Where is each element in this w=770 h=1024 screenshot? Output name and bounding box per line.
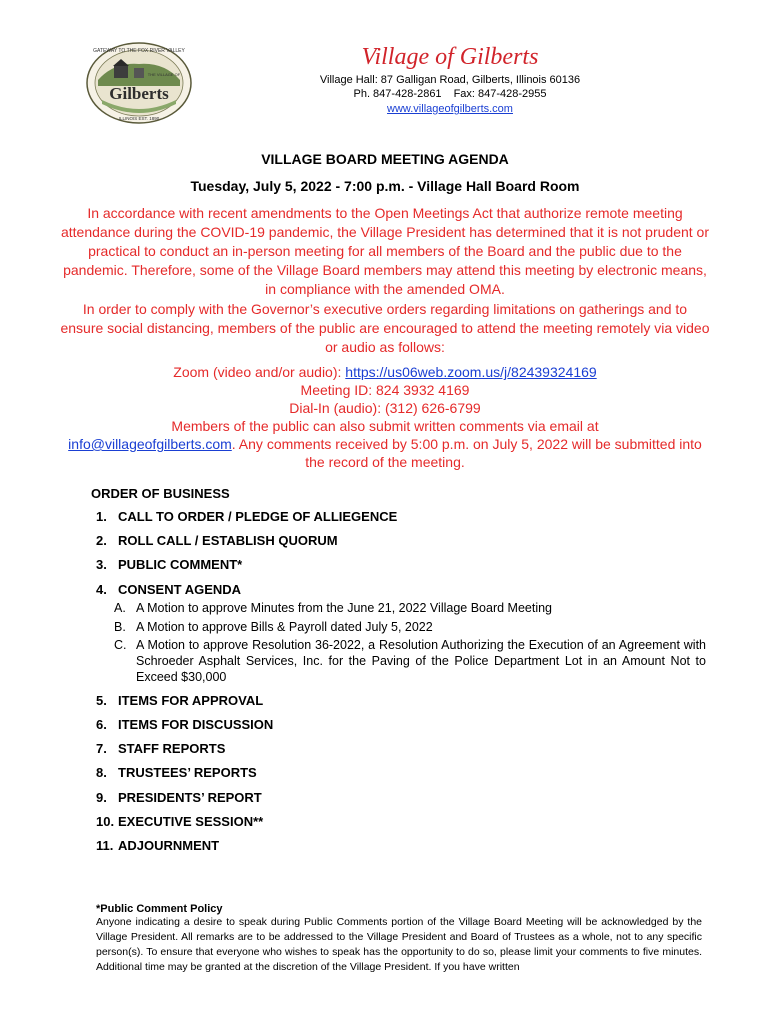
consent-text: A Motion to approve Minutes from the June 21, 2022 Village Board Meeting bbox=[136, 601, 552, 615]
item-number: 11. bbox=[96, 838, 114, 853]
agenda-item bbox=[96, 557, 242, 572]
item-number: 3. bbox=[96, 557, 107, 572]
item-number: 10. bbox=[96, 814, 115, 829]
written-comments-continued bbox=[60, 435, 710, 471]
item-number: 9. bbox=[96, 790, 107, 805]
consent-item bbox=[114, 619, 706, 635]
zoom-line bbox=[60, 363, 710, 381]
item-number: 8. bbox=[96, 765, 107, 780]
zoom-link[interactable]: https://us06web.zoom.us/j/82439324169 bbox=[345, 364, 597, 380]
zoom-label: Zoom (video and/or audio): bbox=[173, 364, 346, 380]
phone-number: Ph. 847-428-2861 bbox=[353, 88, 442, 100]
village-hall-address: Village Hall: 87 Galligan Road, Gilberts, Illinois 60136 bbox=[319, 74, 581, 86]
item-label: CALL TO ORDER / PLEDGE OF ALLIEGENCE bbox=[118, 509, 398, 524]
website-link[interactable]: www.villageofgilberts.com bbox=[387, 103, 513, 115]
agenda-item bbox=[96, 509, 397, 524]
item-number: 1. bbox=[96, 509, 107, 524]
meeting-date-line: Tuesday, July 5, 2022 - 7:00 p.m. - Village Hall Board Room bbox=[190, 178, 580, 194]
agenda-item bbox=[96, 814, 263, 829]
item-label: ITEMS FOR APPROVAL bbox=[118, 693, 264, 708]
item-number: 7. bbox=[96, 741, 107, 756]
public-comment-policy-text: Anyone indicating a desire to speak during Public Comments portion of the Village Board Meeting will be acknowledged by the Village President. All remarks are to be addressed to the Village President and Board of Trustees as a whole, not to any specific person(s). To ensure that everyone who wishes to speak has the opportunity to do so, please limit your comments to five minutes. Additional time may be granted at the discretion of the Village President. If you have written bbox=[96, 916, 702, 973]
item-number: 2. bbox=[96, 533, 107, 548]
village-name-heading: Village of Gilberts bbox=[361, 44, 539, 70]
consent-item bbox=[114, 637, 706, 685]
public-comment-policy-title: *Public Comment Policy bbox=[96, 903, 223, 915]
item-number: 5. bbox=[96, 693, 107, 708]
meeting-id: Meeting ID: 824 3932 4169 bbox=[300, 382, 470, 398]
consent-item bbox=[114, 600, 706, 616]
item-label: ADJOURNMENT bbox=[118, 838, 220, 853]
comments-deadline-text: . Any comments received by 5:00 p.m. on July 5, 2022 will be submitted into the record of the meeting. bbox=[231, 436, 702, 470]
item-label: PUBLIC COMMENT* bbox=[118, 557, 243, 572]
agenda-item bbox=[96, 693, 263, 708]
agenda-item bbox=[96, 838, 219, 853]
remote-meeting-notice: In accordance with recent amendments to the Open Meetings Act that authorize remote meeting attendance during the COVID-19 pandemic, the Village President has determined that it is not prudent or practical to conduct an in-person meeting for all members of the Board and the public due to the pandemic. Therefore, some of the Village Board members may attend this meeting by electronic means, in compliance with the amended OMA. bbox=[60, 205, 710, 297]
item-label: CONSENT AGENDA bbox=[118, 582, 242, 597]
agenda-item bbox=[96, 741, 225, 756]
email-link[interactable]: info@villageofgilberts.com bbox=[68, 436, 232, 452]
item-number: 6. bbox=[96, 717, 107, 732]
fax-number: Fax: 847-428-2955 bbox=[453, 88, 547, 100]
order-of-business-title: ORDER OF BUSINESS bbox=[91, 486, 230, 501]
consent-letter: A. bbox=[114, 601, 126, 615]
item-label: TRUSTEES’ REPORTS bbox=[118, 765, 257, 780]
agenda-item bbox=[96, 582, 241, 597]
agenda-item bbox=[96, 533, 338, 548]
phone-fax-line bbox=[230, 87, 670, 101]
consent-letter: C. bbox=[114, 638, 127, 652]
dial-in-number: Dial-In (audio): (312) 626-6799 bbox=[289, 400, 481, 416]
consent-text: A Motion to approve Resolution 36-2022, a Resolution Authorizing the Execution of an Agreement with Schroeder Asphalt Services, Inc. for the Paving of the Police Department Lot in an Amount Not to Exceed $30,000 bbox=[136, 638, 706, 684]
logo-top-text: GATEWAY TO THE FOX RIVER VALLEY bbox=[93, 48, 185, 54]
agenda-item bbox=[96, 717, 273, 732]
logo-small-text: THE VILLAGE OF bbox=[147, 72, 181, 77]
item-label: STAFF REPORTS bbox=[118, 741, 226, 756]
remote-access-info bbox=[60, 363, 710, 471]
agenda-item bbox=[96, 790, 262, 805]
village-seal-logo bbox=[84, 40, 194, 126]
agenda-title: VILLAGE BOARD MEETING AGENDA bbox=[261, 151, 509, 167]
item-label: EXECUTIVE SESSION** bbox=[118, 814, 264, 829]
agenda-item bbox=[96, 765, 257, 780]
item-label: ITEMS FOR DISCUSSION bbox=[118, 717, 274, 732]
consent-text: A Motion to approve Bills & Payroll dated July 5, 2022 bbox=[136, 620, 433, 634]
consent-letter: B. bbox=[114, 620, 126, 634]
written-comments-line: Members of the public can also submit written comments via email at bbox=[171, 418, 599, 434]
item-label: ROLL CALL / ESTABLISH QUORUM bbox=[118, 533, 338, 548]
logo-name: Gilberts bbox=[109, 84, 169, 103]
item-label: PRESIDENTS’ REPORT bbox=[118, 790, 262, 805]
logo-bottom-text: ILLINOIS EST. 1890 bbox=[118, 116, 160, 121]
item-number: 4. bbox=[96, 582, 107, 597]
social-distancing-notice: In order to comply with the Governor’s executive orders regarding limitations on gatherings and to ensure social distancing, members of the public are encouraged to attend the meeting remotely via video or audio as follows: bbox=[60, 301, 710, 355]
